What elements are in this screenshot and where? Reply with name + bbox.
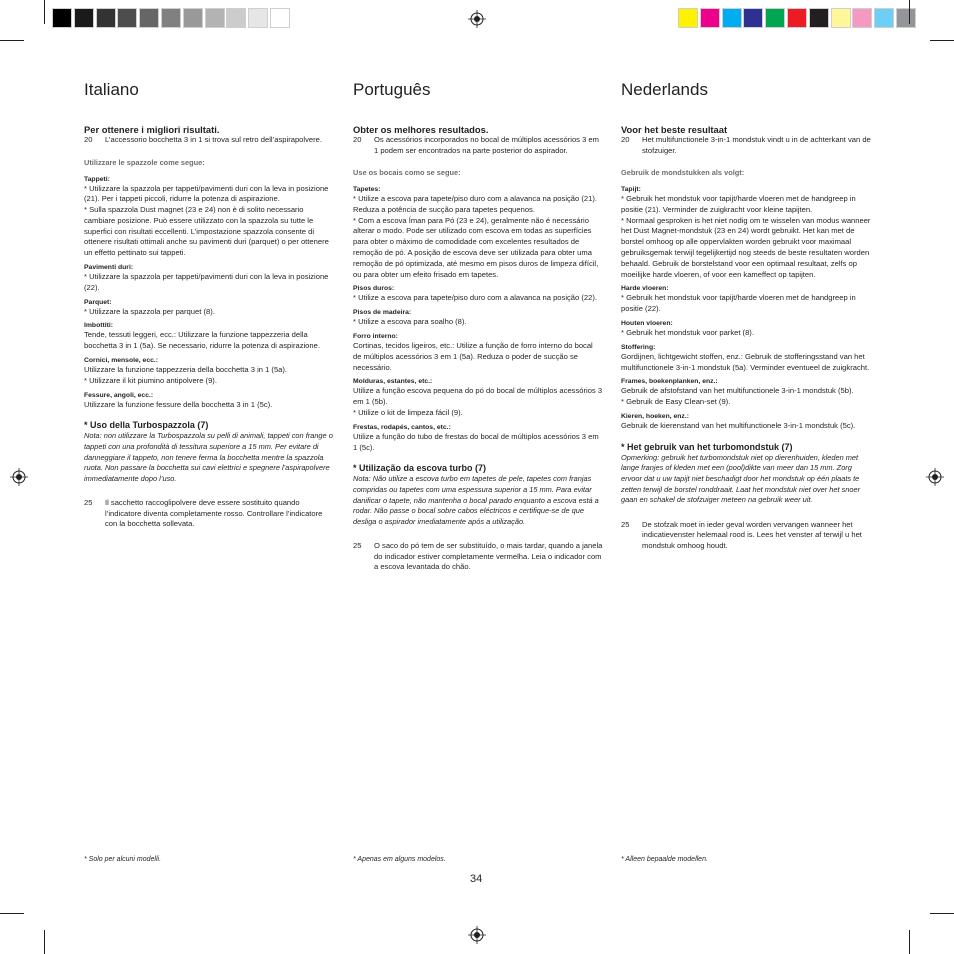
color-swatch [765, 8, 785, 28]
footnote: * Alleen bepaalde modellen. [621, 856, 708, 863]
item-body: * Utilize a escova para tapete/piso duro com a alavanca na posição (22). [353, 293, 597, 303]
crop-mark [930, 40, 954, 41]
registration-mark-icon [468, 926, 486, 944]
gray-swatch [205, 8, 225, 28]
gray-swatch [226, 8, 246, 28]
usage-subheading: Utilizzare le spazzole come segue: [84, 157, 205, 167]
item-heading: Molduras, estantes, etc.: [353, 378, 433, 386]
numbered-paragraph [621, 135, 871, 156]
item-heading: Pisos duros: [353, 285, 395, 293]
turbo-brush-heading: * Het gebruik van het turbomondstuk (7) [621, 441, 793, 452]
crop-mark [0, 913, 24, 914]
gray-swatch [270, 8, 290, 28]
item-body: Utilizzare la funzione tappezzeria della bocchetta 3 in 1 (5a). * Utilizzare il kit piumino antipolvere (9). [84, 365, 288, 385]
item-body: Utilizzare la funzione fessure della bocchetta 3 in 1 (5c). [84, 399, 273, 409]
paragraph-number: 20 [353, 135, 362, 144]
item-heading: Stoffering: [621, 343, 656, 351]
gray-swatch [117, 8, 137, 28]
paragraph-text: Il sacchetto raccoglipolvere deve essere sostituito quando l’indicatore diventa completamente rosso. Controllare l’indicatore con la bocchetta sollevata. [105, 498, 323, 529]
page-number: 34 [470, 873, 483, 885]
color-swatch [700, 8, 720, 28]
language-heading: Nederlands [621, 80, 708, 99]
item-heading: Kieren, hoeken, enz.: [621, 412, 689, 420]
column-portugues [353, 80, 603, 573]
item-body: * Gebruik het mondstuk voor tapijt/harde vloeren met de handgreep in positie (21). Verminder de zuigkracht voor kleine tapijten. * Normaal gesproken is het niet nodig om te wisselen van modus wanneer het Dust Magnet-mondstuk (23 en 24) wordt gebruikt. Het kan met de borstel omhoog op alle oppervlakten worden gebruikt voor maximaal gebruiksgemak terwijl tegelijkertijd nog steeds de beste resultaten worden behaald. Gebruik de borstelstand voor een optimaal resultaat, zelfs op moeilijke harde vloeren, of voor een kameffect op tapijten. [621, 194, 871, 279]
item-body: * Gebruik het mondstuk voor parket (8). [621, 327, 754, 337]
grayscale-swatch-bar [52, 8, 292, 32]
numbered-paragraph [353, 541, 603, 573]
paragraph-text: Os acessórios incorporados no bocal de múltiplos acessórios 3 em 1 podem ser encontrados na parte posterior do aspirador. [374, 135, 599, 155]
turbo-brush-note: Nota: Não utilize a escova turbo em tapetes de pele, tapetes com franjas compridas ou tapetes com uma espessura superior a 15 mm. Para evitar danificar o tapete, não mantenha o bocal parado enquanto a escova está a rodar. Não passe o bocal sobre cabos eléctricos e certifique-se de que desliga o aspirador imediatamente após a utilização. [353, 474, 599, 526]
item-heading: Pavimenti duri: [84, 264, 134, 272]
paragraph-text: O saco do pó tem de ser substituído, o mais tardar, quando a janela do indicador estiver completamente vermelha. Leia o indicador com a escova levantada do chão. [374, 541, 603, 572]
item-heading: Parquet: [84, 298, 112, 306]
column-italiano [84, 80, 334, 530]
best-results-heading: Obter os melhores resultados. [353, 124, 489, 135]
color-swatch [722, 8, 742, 28]
paragraph-text: De stofzak moet in ieder geval worden vervangen wanneer het indicatievenster helemaal rood is. Lees het venster af terwijl u het mondstuk omhoog houdt. [642, 519, 862, 550]
gray-swatch [139, 8, 159, 28]
best-results-heading: Voor het beste resultaat [621, 124, 728, 135]
color-swatch [678, 8, 698, 28]
best-results-heading: Per ottenere i migliori risultati. [84, 124, 220, 135]
item-heading: Tapijt: [621, 186, 641, 193]
paragraph-text: Het multifunctionele 3-in-1 mondstuk vindt u in de achterkant van de stofzuiger. [642, 135, 871, 155]
color-swatch [743, 8, 763, 28]
language-heading: Italiano [84, 80, 139, 99]
crop-mark [0, 40, 24, 41]
item-heading: Fessure, angoli, ecc.: [84, 391, 154, 399]
item-heading: Imbottiti: [84, 322, 114, 330]
usage-subheading: Gebruik de mondstukken als volgt: [621, 168, 745, 177]
paragraph-number: 25 [353, 541, 362, 551]
registration-mark-icon [468, 10, 486, 28]
item-body: Utilize a função escova pequena do pó do bocal de múltiplos acessórios 3 em 1 (5b). * Utilize o kit de limpeza fácil (9). [353, 386, 603, 417]
usage-subheading: Use os bocais como se segue: [353, 168, 461, 177]
gray-swatch [52, 8, 72, 28]
item-body: Utilize a função do tubo de frestas do bocal de múltiplos acessórios 3 em 1 (5c). [353, 431, 599, 452]
item-body: * Utilizzare la spazzola per tappeti/pavimenti duri con la leva in posizione (21). Per i tappeti piccoli, ridurre la potenza di aspirazione. * Sulla spazzola Dust magnet (23 e 24) non è di solito necessario cambiare posizione. Può essere utilizzato con la spazzola su tutte le superfici con risultati eccellenti. L’impostazione spazzola consente di ottenere risultati ottimali anche su pavimenti duri (parquet) o per ottenere un effetto pettinato sui tappeti. [84, 183, 329, 258]
numbered-paragraph [84, 498, 334, 530]
color-swatch [874, 8, 894, 28]
footnote: * Solo per alcuni modelli. [84, 856, 162, 863]
numbered-paragraph [621, 520, 871, 552]
registration-mark-icon [10, 468, 28, 486]
gray-swatch [161, 8, 181, 28]
item-heading: Houten vloeren: [621, 319, 673, 327]
color-swatch [831, 8, 851, 28]
item-heading: Pisos de madeira: [353, 309, 412, 317]
turbo-brush-heading: * Uso della Turbospazzola (7) [84, 420, 209, 431]
gray-swatch [248, 8, 268, 28]
color-swatch [852, 8, 872, 28]
item-heading: Frames, boekenplanken, enz.: [621, 378, 718, 386]
color-swatch-bar [678, 8, 918, 32]
crop-mark [909, 930, 910, 954]
item-body: * Gebruik het mondstuk voor tapijt/harde vloeren met de handgreep in positie (22). [621, 293, 856, 314]
color-swatch [809, 8, 829, 28]
paragraph-number: 25 [84, 498, 93, 508]
crop-mark [44, 0, 45, 24]
gray-swatch [74, 8, 94, 28]
paragraph-text: L’accessorio bocchetta 3 in 1 si trova sul retro dell’aspirapolvere. [105, 135, 322, 144]
crop-mark [909, 0, 910, 24]
item-heading: Cornici, mensole, ecc.: [84, 357, 159, 365]
crop-mark [930, 913, 954, 914]
color-swatch [896, 8, 916, 28]
item-body: * Utilizzare la spazzola per tappeti/pavimenti duri con la leva in posizione (22). [84, 272, 329, 292]
turbo-brush-note: Nota: non utilizzare la Turbospazzola su pelli di animali, tappeti con frange o tappeti con una profondità di tessitura superiore a 15 mm. Per evitare di danneggiare il tappeto, non tenere ferma la bocchetta mentre la spazzola ruota. Non passare la bocchetta sui cavi elettrici e spegnere l’aspirapolvere immediatamente dopo l’uso. [84, 431, 333, 483]
item-body: Tende, tessuti leggeri, ecc.: Utilizzare la funzione tappezzeria della bocchetta 3 in 1 (5a). Se necessario, ridurre la potenza di aspirazione. [84, 330, 320, 351]
item-body: * Utilize a escova para tapete/piso duro com a alavanca na posição (21). Reduza a potência de sucção para tapetes pequenos. * Com a escova Íman para Pó (23 e 24), geralmente não é necessário alterar o modo. Pode ser utilizado com escova em todas as superfícies para obter o máximo de comodidade com excelentes resultados de remoção de pó. A posição de escova deve ser utilizada para obter uma remoção de pó optimizada, até mesmo em pisos duros de limpeza difícil, ou para obter um efeito frisado em tapetes. [353, 194, 599, 279]
item-heading: Tappeti: [84, 175, 110, 183]
numbered-paragraph [353, 135, 603, 156]
item-body: Gebruik de kierenstand van het multifunctionele 3-in-1 mondstuk (5c). [621, 420, 856, 430]
item-body: Gebruik de afstofstand van het multifunctionele 3-in-1 mondstuk (5b). * Gebruik de Easy Clean-set (9). [621, 386, 854, 407]
color-swatch [787, 8, 807, 28]
paragraph-number: 20 [621, 135, 630, 144]
crop-mark [44, 930, 45, 954]
paragraph-number: 25 [621, 519, 630, 529]
item-body: Gordijnen, lichtgewicht stoffen, enz.: Gebruik de stofferingsstand van het multifunctionele 3-in-1 mondstuk (5a). Verminder eventueel de zuigkracht. [621, 351, 870, 372]
registration-mark-icon [926, 468, 944, 486]
item-body: * Utilize a escova para soalho (8). [353, 317, 467, 327]
column-nederlands [621, 80, 871, 551]
turbo-brush-heading: * Utilização da escova turbo (7) [353, 463, 487, 474]
turbo-brush-note: Opmerking: gebruik het turbomondstuk niet op dierenhuiden, kleden met lange franjes of kleden met een (pool)dikte van meer dan 15 mm. Zorg ervoor dat u uw tapijt niet beschadigt door het mondstuk op één plaats te zetten terwijl de borstel ronddraait. Laat het mondstuk niet over het snoer gaan en schakel de stofzuiger meteen na gebruik weer uit. [621, 452, 861, 505]
gray-swatch [96, 8, 116, 28]
item-body: Cortinas, tecidos ligeiros, etc.: Utilize a função de forro interno do bocal de múltiplos acessórios 3 em 1 (5a). Reduza o poder de sucção se necessário. [353, 340, 593, 372]
gray-swatch [183, 8, 203, 28]
item-heading: Frestas, rodapés, cantos, etc.: [353, 423, 451, 431]
item-heading: Harde vloeren: [621, 285, 669, 293]
footnote: * Apenas em alguns modelos. [353, 856, 446, 863]
language-heading: Português [353, 80, 431, 99]
paragraph-number: 20 [84, 135, 93, 144]
numbered-paragraph [84, 135, 334, 146]
item-heading: Tapetes: [353, 186, 381, 193]
item-heading: Forro interno: [353, 332, 398, 340]
item-body: * Utilizzare la spazzola per parquet (8). [84, 306, 215, 316]
